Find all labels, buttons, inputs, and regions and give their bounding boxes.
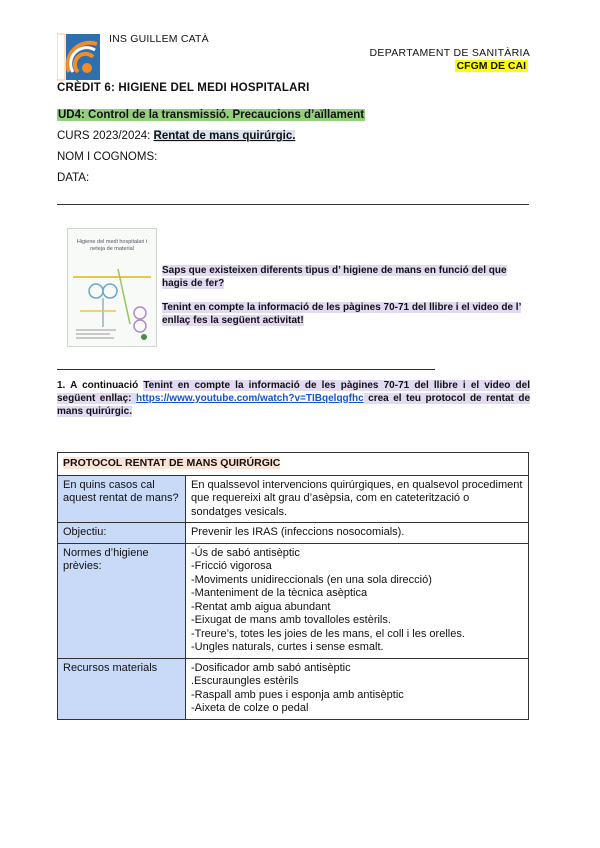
row-content-line: Prevenir les IRAS (infeccions nosocomials). [191,526,405,538]
unit-title: UD4: Control de la transmissió. Precaucions d’aïllament [58,109,365,121]
intro-instruction-text: Tenint en compte la informació de les pàgines 70-71 del llibre i el video de l’ enllaç fes la següent activitat! [162,302,522,326]
course-prefix: CURS 2023/2024: [57,130,154,142]
row-content [186,475,529,523]
row-content-line: -Rentat amb aigua abundant [191,600,331,613]
activity-suffix: crea el teu protocol de rentat de mans quirúrgic. [57,393,531,417]
table-row [58,475,529,523]
row-content-line: -Manteniment de la tècnica asèptica [191,587,368,599]
table-title: PROTOCOL RENTAT DE MANS QUIRÚRGIC [63,457,281,469]
book-cover-image [67,228,157,347]
row-content [186,543,529,658]
table-row [58,658,529,719]
divider [57,369,435,370]
row-content-line: -Ungles naturals, curtes i sense esmalt. [191,641,384,653]
row-label: Objectiu: [58,523,186,544]
school-name: INS GUILLEM CATÀ [109,33,209,45]
intro-question-text: Saps que existeixen diferents tipus d’ higiene de mans en funció del que hagis de fer? [162,265,507,289]
activity-highlight: Tenint en compte la informació de les pàgines 70-71 del llibre i el video del següent enllaç: [57,380,530,404]
protocol-table [57,452,529,720]
name-field-label: NOM I COGNOMS: [57,151,158,163]
row-content-line: -Fricció vigorosa [191,560,272,572]
row-label: Normes d’higiene prèvies: [58,543,186,658]
row-content-line: En qualssevol intervencions quirúrgiques, en qualsevol procediment que requereixi alt grau d’asèpsia, com en cateterització o sondatges vesicals. [191,478,523,518]
intro-question [162,264,530,290]
school-logo-icon [57,32,105,82]
activity-statement [57,379,530,418]
date-field-label: DATA: [57,172,90,184]
row-content-line: .Escuraungles estèrils [191,675,299,687]
activity-number: 1. A continuació [57,380,144,391]
divider [57,204,529,205]
row-content [186,658,529,719]
row-content-line: -Eixugat de mans amb tovalloles estèrils. [191,614,391,626]
row-content [186,523,529,544]
course-line [57,130,295,142]
row-content-line: -Aixeta de colze o pedal [191,702,309,714]
intro-instruction [162,301,530,327]
cycle-badge: CFGM DE CAI [456,60,526,72]
row-content-line: -Dosificador amb sabó antisèptic [191,661,351,674]
row-label: En quins casos cal aquest rentat de mans? [58,475,186,523]
row-content-line: -Moviments unidireccionals (en una sola direcció) [191,573,432,586]
table-row [58,523,529,544]
course-topic: Rentat de mans quirúrgic. [153,130,296,142]
video-link[interactable]: https://www.youtube.com/watch?v=TIBqelqgfhc [135,393,364,404]
row-content-line: -Ús de sabó antisèptic [191,546,300,559]
table-row [58,543,529,658]
row-label: Recursos materials [58,658,186,719]
table-header-row [58,453,529,476]
row-content-line: -Treure’s, totes les joies de les mans, el coll i les orelles. [191,627,465,640]
row-content-line: -Raspall amb pues i esponja amb antisèptic [191,688,404,701]
table-title-cell [58,453,529,476]
book-cover-title: Higiene del medi hospitalari i neteja de material [76,239,148,252]
credit-title: CRÈDIT 6: HIGIENE DEL MEDI HOSPITALARI [57,82,310,94]
department-name: DEPARTAMENT DE SANITÀRIA [369,47,530,59]
